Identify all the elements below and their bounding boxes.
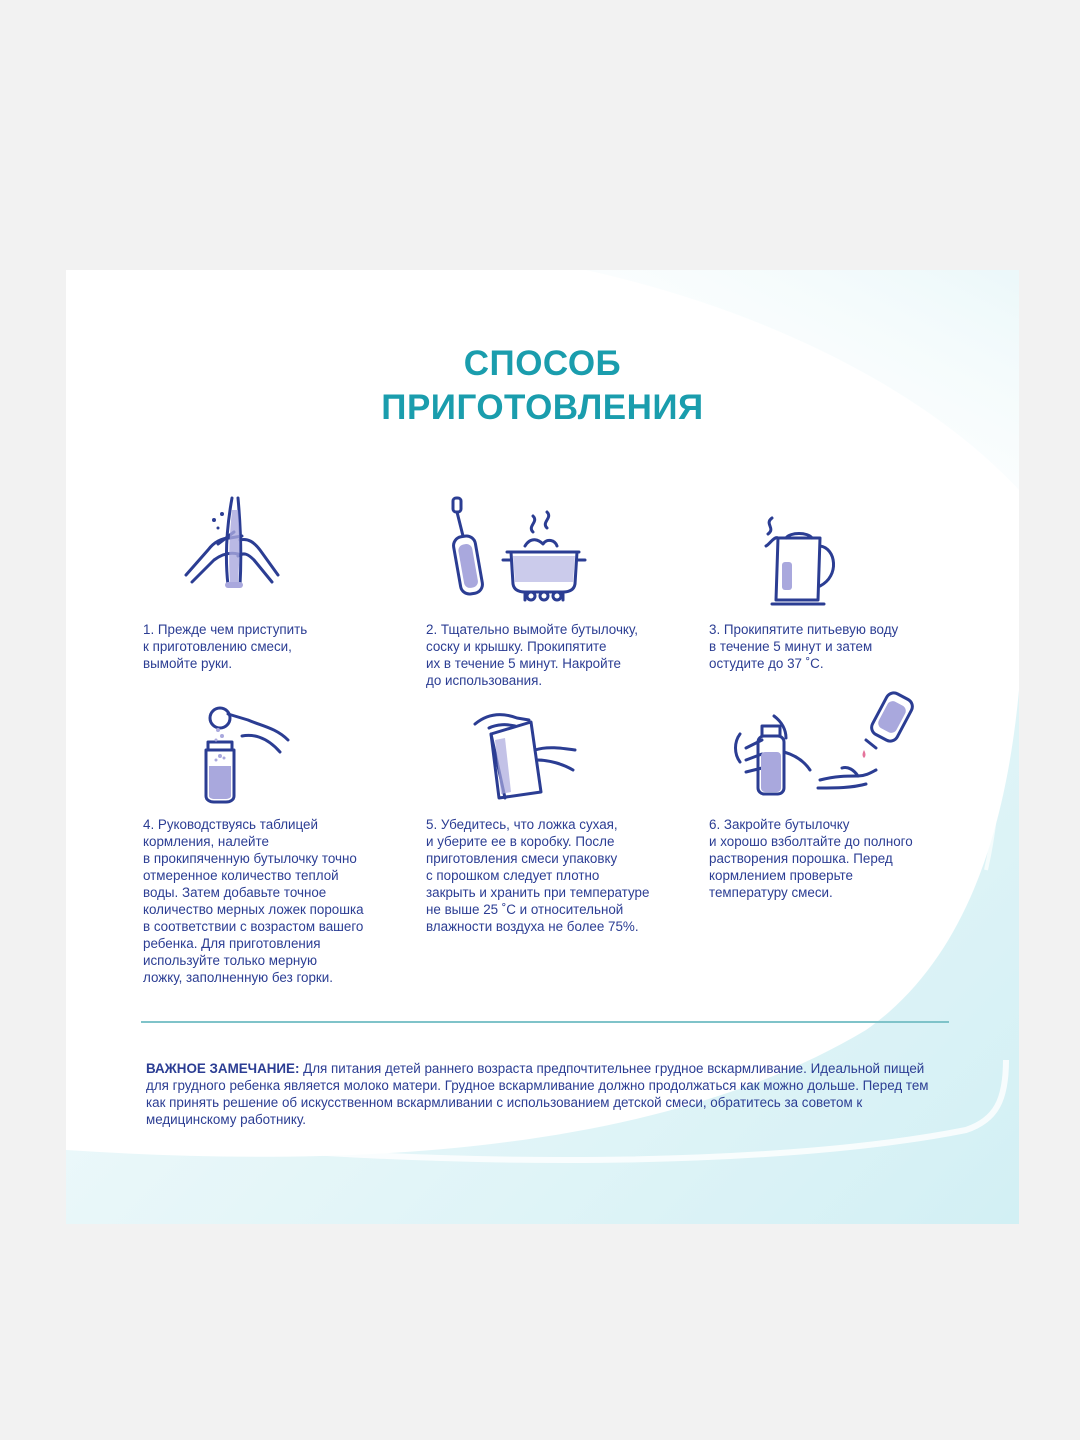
shaking-bottle-icon xyxy=(726,690,916,800)
title-line-2: ПРИГОТОВЛЕНИЯ xyxy=(381,388,704,427)
important-note-text: Для питания детей раннего возраста предпочтительнее грудное вскармливание. Идеальной пищей для грудного ребенка является молоко матери. Грудное вскармливание должно продолжаться как можно дольше. Перед тем как принять решение об искусственном вскармливании с использованием детской смеси, обратитесь за советом к медицинскому работнику. xyxy=(146,1061,929,1127)
divider xyxy=(141,1021,949,1023)
page-title xyxy=(66,342,1019,430)
important-note xyxy=(146,1060,946,1128)
washing-hands-icon xyxy=(178,490,288,590)
step-4-text: 4. Руководствуясь таблицей кормления, налейте в прокипяченную бутылочку точно отмеренное количество теплой воды. Затем добавьте точное количество мерных ложек порошка в соответствии с возрастом вашего ребенка. Для приготовления используйте только мерную ложку, заполненную без горки. xyxy=(143,817,364,985)
kettle-icon xyxy=(756,510,846,608)
closing-package-icon xyxy=(471,706,581,806)
important-note-label: ВАЖНОЕ ЗАМЕЧАНИЕ: xyxy=(146,1061,300,1076)
step-1-text: 1. Прежде чем приступить к приготовлению смеси, вымойте руки. xyxy=(143,622,308,671)
brush-and-pot-icon xyxy=(443,492,593,602)
step-6-text: 6. Закройте бутылочку и хорошо взболтайте до полного растворения порошка. Перед кормлением проверьте температуру смеси. xyxy=(709,817,913,900)
pouring-powder-icon xyxy=(196,700,296,805)
step-2-text: 2. Тщательно вымойте бутылочку, соску и крышку. Прокипятите их в течение 5 минут. Накройте до использования. xyxy=(426,622,639,688)
instructions-card xyxy=(66,270,1019,1224)
step-5-text: 5. Убедитесь, что ложка сухая, и уберите ее в коробку. После приготовления смеси упаковку с порошком следует плотно закрыть и хранить при температуре не выше 25 ˚С и относительной влажности воздуха не более 75%. xyxy=(426,817,650,934)
step-3-text: 3. Прокипятите питьевую воду в течение 5 минут и затем остудите до 37 ˚С. xyxy=(709,622,899,671)
title-line-1: СПОСОБ xyxy=(463,344,622,383)
